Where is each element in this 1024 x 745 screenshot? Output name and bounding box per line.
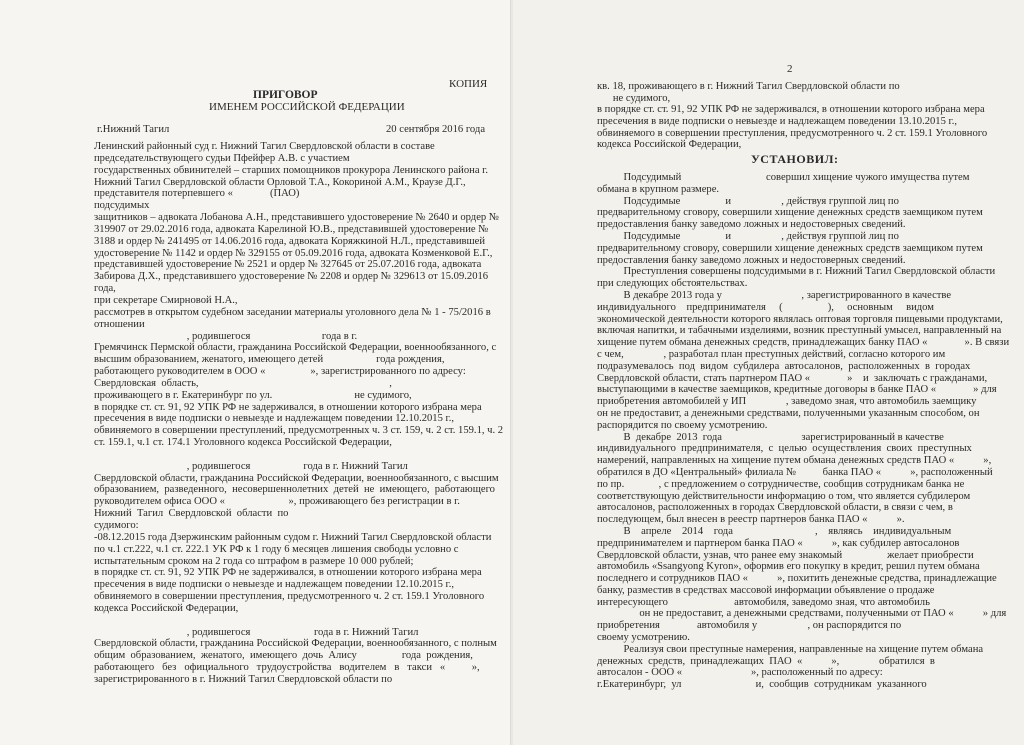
text-line: обвиняемого в совершении преступления, предусмотренного ч. 2 ст. 159.1 Уголовного [597,127,988,139]
text-line: приобретения автомобилей у ИП , заведомо зная, что автомобиль заемщику [597,396,977,408]
text-line: Подсудимые и , действуя группой лиц по [597,195,899,207]
text-line: защитников – адвоката Лобанова А.Н., представившего удостоверение № 2640 и ордер № [94,212,499,224]
text-line: предварительному сговору, совершили хищение денежных средств заемщиком путем [597,242,983,254]
text-line: интересующего автомобиля, заведомо зная, что автомобиль [597,596,930,608]
text-line: в порядке ст. ст. 91, 92 УПК РФ не задерживался, в отношении которого избрана мера [94,567,482,579]
text-line: намерений, направленных на хищение путем обмана денежных средств ПАО « », [597,455,992,467]
text-line: Подсудимые и , действуя группой лиц по [597,230,899,242]
text-line: соответствующую действительности информацию о том, что является субдилером [597,490,971,502]
text-line: он не предоставит, а денежными средствами, полученными от ПАО « » для [597,608,1007,620]
text-line: автомобиль «Ssangyong Kyron», оформив его покупку в кредит, решил путем обмана [597,561,980,573]
text-line: предоставления банку заведомо ложных и недостоверных сведений. [597,219,906,231]
text-line: последнего и сотрудников ПАО « », похитить денежные средства, принадлежащие [597,573,997,585]
document-title: ПРИГОВОР [253,89,318,101]
text-line [94,449,494,461]
text-line: общим образованием, женатого, имеющего дочь Алису года рождения, [94,650,473,662]
text-line: -08.12.2015 года Дзержинским районным судом г. Нижний Тагил Свердловской области [94,531,492,543]
text-line: подсудимых [94,200,150,212]
text-line: представителя потерпевшего « (ПАО) [94,188,300,200]
text-line: в порядке ст. ст. 91, 92 УПК РФ не задерживался, в отношении которого избрана мера [597,104,985,116]
text-line: пресечения в виде подписки о невыезде и надлежащем поведении 12.10.2015 г., [94,413,454,425]
copy-stamp: КОПИЯ [449,78,488,90]
text-line: В декабре 2013 года у , зарегистрированного в качестве [597,289,952,301]
text-line: по пр. , с предложением о сотрудничестве, сообщив сотрудникам банка не [597,478,965,490]
text-line: автосалон - ООО « », расположенный по адресу: [597,667,883,679]
text-line: выступающими в качестве заемщиков, кредитные договоры в банке ПАО « » для [597,384,997,396]
text-line: Свердловской области, узнав, что ранее ему знакомый желает приобрести [597,549,974,561]
text-line: индивидуального предпринимателя, с целью осуществления своих преступных [597,443,972,455]
text-line: , родившегося года в г. [94,330,358,342]
text-line: Нижний Тагил Свердловской области Орловой Т.А., Кокориной А.М., Краузе Д.Г., [94,176,466,188]
city: г.Нижний Тагил [97,124,170,135]
text-line: удостоверение № 1142 и ордер № 329155 от 05.09.2016 года, адвоката Козменковой Е.Г., [94,247,493,259]
text-line: своему усмотрению. [597,632,690,644]
text-line: руководителем офиса ООО « », проживающего без регистрации в г. [94,496,460,508]
text-line: испытательным сроком на 2 года со штрафом в размере 10 000 рублей; [94,555,414,567]
page-number: 2 [787,63,793,75]
text-line: В декабре 2013 года зарегистрированный в качестве [597,431,944,443]
text-line [94,615,494,627]
text-line: проживающего в г. Екатеринбург по ул. не судимого, [94,389,412,401]
right-top-text [597,81,989,151]
text-line: пресечения в виде подписки о невыезде и надлежащем поведении 12.10.2015 г., [94,579,454,591]
text-line: при секретаре Смирновой Н.А., [94,294,238,306]
text-line: 319907 от 29.02.2016 года, адвоката Карелиной Ю.В., представившей удостоверение № [94,223,489,235]
text-line: Подсудимый совершил хищение чужого имущества путем [597,172,970,183]
text-line: пресечения в виде подписки о невыезде и надлежащем поведении 13.10.2015 г., [597,116,957,128]
text-line: при следующих обстоятельствах. [597,278,748,290]
text-line: обвиняемого в совершении преступлений, предусмотренных ч. 3 ст. 159, ч. 2 ст. 159.1, ч. 2 [94,425,504,437]
text-line: он не предоставит, а денежными средствами, полученными указанным способом, он [597,407,980,419]
right-body-text [597,172,1010,691]
text-line: приобретения автомобиля у , он распорядится по [597,620,902,632]
text-line: рассмотрев в открытом судебном заседании материалы уголовного дела № 1 - 75/2016 в [94,306,491,318]
text-line: обмана в крупном размере. [597,183,720,195]
page-2 [513,0,1024,745]
section-heading: УСТАНОВИЛ: [751,152,839,166]
text-line: Забирова Д.Х., представившего удостоверение № 2208 и ордер № 329613 от 15.09.2016 [94,271,489,283]
left-body-text [94,141,504,686]
text-line: в порядке ст. ст. 91, 92 УПК РФ не задерживался, в отношении которого избрана мера [94,401,482,413]
text-line: индивидуального предпринимателя ( ), основным видом [597,301,934,313]
text-line: включая напитки, и табачными изделиями, возник преступный умысел, направленный на [597,325,1002,337]
text-line: предварительному сговору, совершили хищение денежных средств заемщиком путем [597,207,983,219]
text-line: председательствующего судьи Пфейфер А.В. с участием [94,152,350,164]
text-line: представившей удостоверение № 2521 и ордер № 327645 от 25.07.2016 года, адвоката [94,259,482,271]
text-line: экономической деятельности которого являлась оптовая торговля пищевыми продуктами, [597,313,1003,325]
text-line: отношении [94,318,145,330]
page-1 [0,0,511,745]
text-line: Свердловской области, гражданина Российской Федерации, военнообязанного, с полным [94,638,497,650]
text-line: высшим образованием, женатого, имеющего детей года рождения, [94,354,445,366]
text-line: обвиняемого в совершении преступления, предусмотренного ч. 2 ст. 159.1 Уголовного [94,591,485,603]
text-line: , родившегося года в г. Нижний Тагил [94,626,419,638]
text-line: образованием, разведенного, несовершеннолетних детей не имеющего, работающего [94,484,495,496]
text-line: 3188 и ордер № 241495 от 14.06.2016 года, адвоката Коряжкиной Н.Л., представившей [94,235,486,247]
text-line: , родившегося года в г. Нижний Тагил [94,460,408,472]
text-line: автосалонов, расположенных в городах Свердловской области, в связи с чем, в [597,502,953,514]
date: 20 сентября 2016 года [386,124,486,135]
text-line: В апреле 2014 года , являясь индивидуальным [597,525,952,537]
text-line: года, [94,283,116,295]
text-line: Свердловской области, гражданина Российской Федерации, военнообязанного, с высшим [94,472,499,484]
text-line: кв. 18, проживающего в г. Нижний Тагил Свердловской области по [597,81,900,92]
text-line: работающего без официального трудоустройства водителем в такси « », [94,662,480,674]
document-subtitle: ИМЕНЕМ РОССИЙСКОЙ ФЕДЕРАЦИИ [209,101,405,113]
text-line: распорядится по своему усмотрению. [597,419,768,431]
text-line: судимого: [94,520,139,531]
text-line: г.Екатеринбург, ул и, сообщив сотрудникам указанного [597,679,927,691]
text-line: денежных средств, принадлежащих ПАО « », обратился в [597,655,935,667]
text-line: предоставления банку заведомо ложных и недостоверных сведений. [597,254,906,266]
text-line: Реализуя свои преступные намерения, направленные на хищение путем обмана [597,643,984,655]
text-line: Нижний Тагил Свердловской области по [94,508,289,520]
text-line: последующем, был внесен в реестр партнеров банка ПАО « ». [597,514,905,526]
text-line: Преступления совершены подсудимыми в г. Нижний Тагил Свердловской области [597,266,996,278]
text-line: Ленинский районный суд г. Нижний Тагил Свердловской области в составе [94,141,435,152]
text-line: предпринимателем и партнером банка ПАО « », как субдилер автосалонов [597,537,960,549]
text-line: ст. 159.1, ч.1 ст. 174.1 Уголовного кодекса Российской Федерации, [94,437,392,449]
text-line: Свердловская область, , [94,377,392,389]
text-line: Гремячинск Пермской области, гражданина Российской Федерации, военнообязанного, с [94,342,497,354]
text-line: кодекса Российской Федерации, [94,602,239,614]
text-line: хищение путем обмана денежных средств, принадлежащих банку ПАО « ». В связи [597,337,1010,349]
text-line: с чем, , разработал план преступных действий, согласно которого им [597,348,946,360]
text-line: не судимого, [597,92,671,104]
text-line: подразумевалось под видом субдилера автосалонов, расположенных в городах [597,360,971,372]
text-line: работающего руководителем в ООО « », зарегистрированного по адресу: [94,366,466,378]
text-line: кодекса Российской Федерации, [597,139,742,151]
text-line: зарегистрированного в г. Нижний Тагил Свердловской области по [94,673,393,685]
text-line: банку, разместив в средствах массовой информации объявление о продаже [597,584,935,596]
text-line: обратился в ДО «Центральный» филиала № банка ПАО « », расположенный [597,466,993,478]
text-line: государственных обвинителей – старших помощников прокурора Ленинского района г. [94,164,488,176]
text-line: по ч.1 ст.222, ч.1 ст. 222.1 УК РФ к 1 году 6 месяцев лишения свободы условно с [94,543,459,555]
text-line: Свердловской области, стать партнером ПАО « » и заключать с гражданами, [597,372,988,384]
